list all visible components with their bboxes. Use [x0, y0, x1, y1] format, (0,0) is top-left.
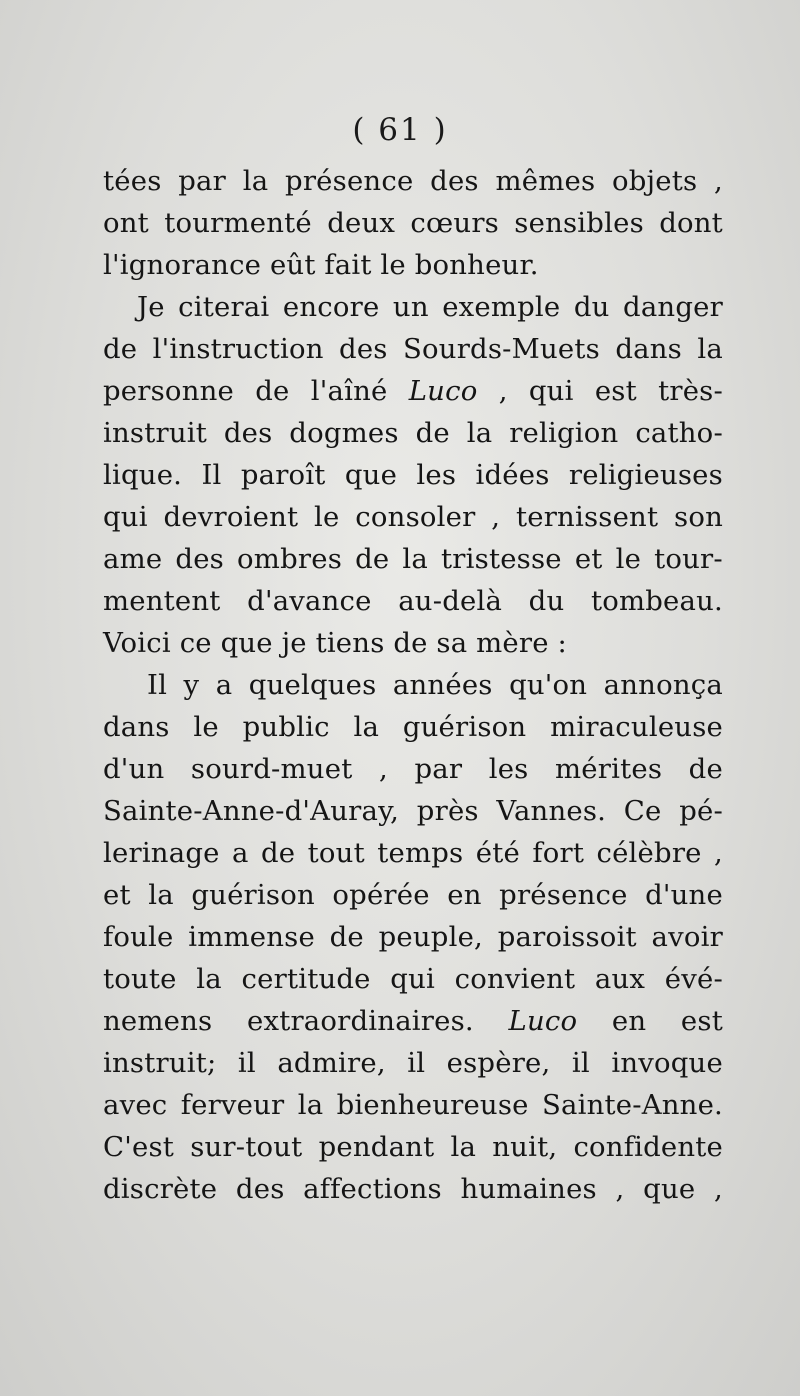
- text-line: [103, 958, 723, 1000]
- word: la: [148, 879, 174, 911]
- word: de: [688, 753, 723, 785]
- word: présence: [285, 165, 414, 197]
- word: la: [297, 1089, 324, 1121]
- word: instruit: [103, 417, 207, 449]
- word: un: [392, 291, 429, 323]
- word: fort: [532, 837, 585, 869]
- word: guérison: [191, 879, 315, 911]
- word: peuple,: [378, 921, 483, 953]
- text-line: [103, 664, 723, 706]
- text-line: [103, 370, 723, 412]
- word: il: [571, 1047, 590, 1079]
- word: la: [402, 543, 428, 575]
- word: a: [215, 669, 233, 701]
- word: mentent: [103, 585, 221, 617]
- word: mère: [476, 627, 549, 659]
- word: son: [674, 501, 723, 533]
- word: Sainte-Anne-d'Auray,: [103, 795, 400, 827]
- word: célèbre: [596, 837, 702, 869]
- word: dans: [103, 711, 170, 743]
- word: sourd-muet: [190, 753, 353, 785]
- word: avec: [103, 1089, 168, 1121]
- text-line: [103, 1042, 723, 1084]
- word: le: [615, 543, 642, 575]
- word: quelques: [248, 669, 377, 701]
- word: par: [414, 753, 463, 785]
- word: foule: [103, 921, 174, 953]
- word: présence: [499, 879, 628, 911]
- word: deux: [327, 207, 396, 239]
- text-line: [103, 1084, 723, 1126]
- word: idées: [475, 459, 550, 491]
- word: public: [242, 711, 330, 743]
- word: ame: [103, 543, 163, 575]
- word: discrète: [103, 1173, 218, 1205]
- word: je: [281, 627, 307, 659]
- word: des: [223, 417, 273, 449]
- word: sur-tout: [190, 1131, 303, 1163]
- word: tout: [307, 837, 365, 869]
- word: instruit;: [103, 1047, 217, 1079]
- word: du: [573, 291, 610, 323]
- word: les: [416, 459, 457, 491]
- page-number: ( 61 ): [352, 112, 448, 148]
- word: de: [103, 333, 138, 365]
- word: extraordinaires.: [247, 1005, 474, 1037]
- word: :: [557, 627, 567, 659]
- word: qui: [390, 963, 435, 995]
- word: certitude: [241, 963, 371, 995]
- word: Je: [137, 291, 165, 323]
- text-line: [103, 790, 723, 832]
- word: ternissent: [515, 501, 659, 533]
- word: Sourds-Muets: [403, 333, 600, 365]
- word: annonça: [603, 669, 723, 701]
- word: pé-: [679, 795, 723, 827]
- word: ,: [714, 165, 723, 197]
- word: ont: [103, 207, 149, 239]
- word: Luco: [508, 1005, 578, 1037]
- text-line: [103, 1000, 723, 1042]
- text-line: [103, 874, 723, 916]
- word: humaines: [460, 1173, 597, 1205]
- word: qu'on: [509, 669, 588, 701]
- word: ,: [378, 753, 388, 785]
- word: la: [697, 333, 723, 365]
- word: immense: [188, 921, 315, 953]
- word: tiens: [315, 627, 385, 659]
- text-line: [103, 328, 723, 370]
- word: de: [255, 375, 290, 407]
- word: dont: [659, 207, 723, 239]
- word: il: [407, 1047, 426, 1079]
- word: devroient: [163, 501, 299, 533]
- text-line: [103, 580, 723, 622]
- word: la: [353, 711, 380, 743]
- word: été: [475, 837, 520, 869]
- word: que: [220, 627, 273, 659]
- word: de: [415, 417, 450, 449]
- word: bonheur.: [414, 249, 539, 281]
- word: ,: [714, 837, 723, 869]
- word: tristesse: [441, 543, 562, 575]
- word: par: [178, 165, 226, 197]
- word: et: [103, 879, 131, 911]
- word: des: [235, 1173, 285, 1205]
- word: mérites: [555, 753, 663, 785]
- word: pendant: [318, 1131, 435, 1163]
- word: des: [175, 543, 224, 575]
- word: les: [488, 753, 529, 785]
- word: ombres: [237, 543, 343, 575]
- word: le: [193, 711, 219, 743]
- word: C'est: [103, 1131, 175, 1163]
- word: l'instruction: [152, 333, 324, 365]
- word: religion: [509, 417, 619, 449]
- word: paroît: [240, 459, 326, 491]
- word: tombeau.: [590, 585, 723, 617]
- word: évé-: [664, 963, 723, 995]
- text-line: [103, 538, 723, 580]
- word: qui: [528, 375, 574, 407]
- text-line: [103, 412, 723, 454]
- word: lerinage: [103, 837, 220, 869]
- word: nemens: [103, 1005, 213, 1037]
- word: la: [242, 165, 269, 197]
- word: que: [344, 459, 398, 491]
- text-line: [103, 622, 723, 664]
- word: eût: [269, 249, 316, 281]
- word: guérison: [402, 711, 527, 743]
- word: opérée: [332, 879, 430, 911]
- word: années: [392, 669, 493, 701]
- word: des: [430, 165, 479, 197]
- word: dogmes: [289, 417, 399, 449]
- word: de: [355, 543, 390, 575]
- word: ,: [714, 1173, 723, 1205]
- word: exemple: [442, 291, 561, 323]
- word: invoque: [611, 1047, 723, 1079]
- word: du: [528, 585, 565, 617]
- word: paroissoit: [497, 921, 637, 953]
- word: catho-: [635, 417, 723, 449]
- word: est: [594, 375, 637, 407]
- word: des: [339, 333, 388, 365]
- word: dans: [615, 333, 682, 365]
- word: ,: [498, 375, 508, 407]
- word: nuit,: [492, 1131, 558, 1163]
- word: très-: [658, 375, 723, 407]
- text-line: [103, 496, 723, 538]
- word: confidente: [573, 1131, 723, 1163]
- word: près: [416, 795, 479, 827]
- word: Sainte-Anne.: [541, 1089, 723, 1121]
- word: Il: [201, 459, 222, 491]
- word: a: [232, 837, 249, 869]
- body-text: [103, 160, 723, 1210]
- word: convient: [454, 963, 576, 995]
- word: bienheureuse: [336, 1089, 529, 1121]
- word: Ce: [623, 795, 662, 827]
- word: Luco: [408, 375, 478, 407]
- word: toute: [103, 963, 177, 995]
- word: de: [329, 921, 364, 953]
- word: affections: [303, 1173, 442, 1205]
- word: au-delà: [398, 585, 503, 617]
- word: espère,: [446, 1047, 551, 1079]
- word: est: [680, 1005, 723, 1037]
- word: ferveur: [180, 1089, 285, 1121]
- text-line: [103, 832, 723, 874]
- text-line: [103, 748, 723, 790]
- word: lique.: [103, 459, 183, 491]
- word: ,: [491, 501, 501, 533]
- text-line: [103, 916, 723, 958]
- word: le: [314, 501, 340, 533]
- word: sensibles: [514, 207, 644, 239]
- word: Voici: [103, 627, 171, 659]
- word: aux: [594, 963, 646, 995]
- word: l'aîné: [310, 375, 388, 407]
- word: ,: [615, 1173, 625, 1205]
- word: le: [380, 249, 406, 281]
- word: danger: [623, 291, 723, 323]
- word: la: [450, 1131, 477, 1163]
- word: la: [466, 417, 493, 449]
- word: en: [611, 1005, 647, 1037]
- word: temps: [377, 837, 464, 869]
- text-line: [103, 454, 723, 496]
- word: et: [574, 543, 603, 575]
- text-line: [103, 244, 723, 286]
- word: Vannes.: [496, 795, 607, 827]
- word: il: [237, 1047, 256, 1079]
- word: personne: [103, 375, 234, 407]
- word: consoler: [355, 501, 476, 533]
- text-line: [103, 706, 723, 748]
- word: tour-: [654, 543, 723, 575]
- word: admire,: [277, 1047, 386, 1079]
- text-line: [103, 1168, 723, 1210]
- word: que: [643, 1173, 696, 1205]
- word: Il: [147, 669, 168, 701]
- word: citerai: [178, 291, 270, 323]
- word: qui: [103, 501, 148, 533]
- word: miraculeuse: [550, 711, 723, 743]
- word: y: [183, 669, 200, 701]
- word: mêmes: [495, 165, 596, 197]
- text-line: [103, 202, 723, 244]
- word: encore: [282, 291, 380, 323]
- word: objets: [612, 165, 698, 197]
- word: en: [447, 879, 482, 911]
- word: de: [393, 627, 428, 659]
- word: tées: [103, 165, 162, 197]
- word: la: [196, 963, 222, 995]
- word: avoir: [651, 921, 723, 953]
- word: d'un: [103, 753, 165, 785]
- word: de: [261, 837, 296, 869]
- word: ce: [179, 627, 212, 659]
- word: fait: [324, 249, 372, 281]
- word: d'avance: [247, 585, 372, 617]
- word: sa: [436, 627, 468, 659]
- text-line: [103, 286, 723, 328]
- word: d'une: [645, 879, 723, 911]
- word: l'ignorance: [103, 249, 262, 281]
- text-line: [103, 160, 723, 202]
- word: cœurs: [410, 207, 499, 239]
- word: tourmenté: [164, 207, 312, 239]
- word: religieuses: [568, 459, 723, 491]
- text-line: [103, 1126, 723, 1168]
